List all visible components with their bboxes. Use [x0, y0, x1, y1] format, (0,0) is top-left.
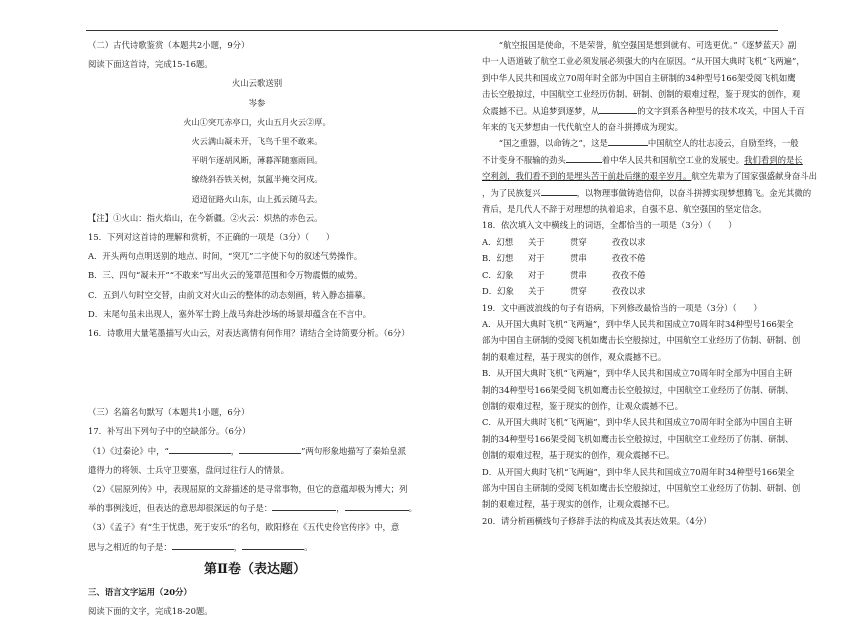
answer-blank[interactable] [172, 540, 234, 550]
q17-item-2: （2）《屈原列传》中，表现屈原的文辞描述的是寻常事物，但它的意蕴却极为博大；列 [88, 484, 408, 495]
q19-option-b: B．从开国大典时飞机“飞两遍”，到中华人民共和国成立70周年时全部为中国自主研 [482, 368, 793, 379]
question-16: 16．诗歌用大量笔墨描写火山云，对表达离情有何作用？请结合全诗简要分析。（6分） [88, 328, 410, 339]
q19-option-b: 创制的艰难过程，鉴于现实的创作，让观众震撼不已。 [482, 400, 683, 411]
section-intro-language: 阅读下面的文字，完成18-20题。 [88, 606, 213, 617]
poem-line: 平明乍逐胡风断，薄暮浑随塞雨回。 [191, 155, 323, 166]
q19-option-a: 部为中国自主研制的受阅飞机如鹰击长空般掠过，中国航空工业经历了仿制、研制、创 [482, 335, 801, 346]
question-15: 15．下列对这首诗的理解和赏析，不正确的一项是（3分）（ ） [88, 232, 335, 243]
passage-line: 到中华人民共和国成立70周年时全部为中国自主研制的34种型号166架受阅飞机如鹰 [482, 72, 796, 83]
fill-blank[interactable] [541, 186, 577, 196]
q19-option-b: 制的34种型号166架受阅飞机如鹰击长空般掠过，中国航空工业经历了仿制、研制、 [482, 384, 794, 395]
q19-option-d: 部为中国自主研制的受阅飞机如鹰击长空般掠过，中国航空工业经历了仿制、研制、创 [482, 482, 801, 493]
q15-option-a: A．开头两句点明送别的地点、时间，“突兀”二字使下句的叙述气势操作。 [88, 251, 363, 262]
section-intro: 阅读下面这首诗，完成15-16题。 [88, 59, 213, 70]
passage-line: 背后，是几代人不辞于对理想的执着追求，自强不息、航空强国的坚定信念。 [482, 204, 767, 215]
q15-option-c: C．五到八句时空交替，由前文对火山云的整体的动态刻画，转入静态描摹。 [88, 289, 371, 300]
q19-option-c: 创制的艰难过程，基于现实的创作，观众震撼不已。 [482, 450, 675, 461]
q18-option-a: A．幻想 关于 贯穿 孜孜以求 [482, 236, 646, 247]
part-2-title: 第Ⅱ卷（表达题） [204, 561, 306, 577]
q19-option-a: A．从开国大典时飞机“飞两遍”，到中华人民共和国成立70周年时34种型号166架全 [482, 318, 794, 329]
left-column [88, 36, 426, 621]
poem-title: 火山云歌送别 [231, 78, 283, 89]
question-19: 19．文中画波浪线的句子有语病，下列修改最恰当的一项是（3分）（ ） [482, 302, 762, 313]
q15-option-d: D．末尾句虽未出现人，塞外军士跨上战马奔赴沙场的场景却蕴含在不言中。 [88, 308, 372, 319]
passage-line: 中一人语道破了航空工业必须发展必须强大的内在原因。“从开国大典时飞机“飞两遍”， [482, 56, 805, 67]
answer-blank[interactable] [239, 444, 301, 454]
q19-option-c: C．从开国大典时飞机“飞两遍”，到中华人民共和国成立70周年时全部为中国自主研 [482, 417, 793, 428]
q18-option-b: B．幻想 对于 贯串 孜孜不倦 [482, 253, 646, 264]
section-heading-language: 三、语言文字运用（20分） [88, 586, 192, 597]
question-17: 17．补写出下列句子中的空缺部分。（6分） [88, 426, 251, 437]
question-18: 18．依次填入文中横线上的词语，全都恰当的一项是（3分）（ ） [482, 220, 737, 231]
q18-option-d: D．幻象 关于 贯穿 孜孜以求 [482, 286, 646, 297]
answer-blank[interactable] [169, 444, 231, 454]
fill-blank[interactable] [608, 136, 648, 146]
answer-blank[interactable] [242, 540, 304, 550]
underlined-sentence: 空利剑，我们看不到的是埋头苦干前赴后继的艰辛岁月。 [482, 171, 692, 182]
passage-line: 空利剑，我们看不到的是埋头苦干前赴后继的艰辛岁月。航空先辈为了国家强盛献身奋斗出 [482, 171, 817, 182]
poem-line: 迢迢征路火山东，山上孤云随马去。 [191, 193, 323, 204]
right-column [482, 37, 820, 529]
header-rule [86, 30, 778, 31]
passage-line: 不计变身不服输的劲头 着中华人民共和国航空工业的发展史。我们看到的是长 [482, 154, 803, 165]
section-heading-poetry: （二）古代诗歌鉴赏（本题共2小题，9分） [88, 40, 250, 50]
poem-note: 【注】①火山：指火焰山，在今新疆。②火云：炽热的赤色云。 [88, 212, 323, 223]
poem-line: 缭绕斜吞铁关树，氛氲半掩交河戍。 [191, 174, 323, 185]
q18-option-c: C．幻象 对于 贯串 孜孜不倦 [482, 269, 646, 280]
q17-item-1-cont: 遣得力的将领、士兵守卫要塞，盘问过往行人的情景。 [88, 464, 289, 475]
passage-line: ，为了民族复兴 ，以物理事做铸造信仰，以奋斗拼搏实现梦想腾飞。金光其微的 [482, 187, 812, 198]
poem-line: 火山①突兀赤亭口，火山五月火云②厚。 [183, 116, 331, 127]
q17-item-1: （1）《过秦论》中，“ ， ”两句形象地描写了秦始皇派 [88, 445, 406, 456]
passage-line: 击长空般掠过，中国航空工业经历仿制、研制、创制的艰难过程，鉴于现实的创作，观 [482, 89, 801, 100]
fill-blank[interactable] [599, 104, 637, 114]
poem-author: 岑参 [248, 97, 266, 108]
q17-item-3-cont: 思与之相近的句子是： ， 。 [88, 541, 313, 552]
passage-line: “国之重器，以命铸之”，这是 中国航空人的壮志凌云，自励至终，一般 [498, 138, 799, 149]
answer-blank[interactable] [345, 501, 409, 511]
q19-option-a: 制的艰难过程，基于现实的创作，观众震撼不已。 [482, 351, 667, 362]
answer-blank[interactable] [272, 501, 336, 511]
fill-blank[interactable] [566, 153, 602, 163]
question-20: 20．请分析画横线句子修辞手法的构成及其表达效果。（4分） [482, 515, 712, 526]
underlined-sentence: 我们看到的是长 [744, 154, 803, 165]
answer-space [88, 343, 426, 403]
passage-line: 众震撼不已。从追梦到逐梦，从 的文字到系各种型号的技术攻关，中国人千百 [482, 105, 805, 116]
section-heading-dictation: （三）名篇名句默写（本题共1小题，6分） [88, 407, 250, 418]
q19-option-c: 制的34种型号166架受阅飞机如鹰击长空般掠过，中国航空工业经历了仿制、研制、 [482, 433, 794, 444]
passage-line: “航空报国是使命，不是荣誉，航空强国是想到就有、可选更优。”《逐梦蓝天》副 [498, 40, 797, 50]
passage-line: 年来的飞天梦想由一代代航空人的奋斗拼搏成为现实。 [482, 122, 683, 133]
q17-item-3: （3）《孟子》有“生于忧患，死于安乐”的名句，欧阳修在《五代史伶官传序》中，意 [88, 522, 400, 533]
q19-option-d: 制的艰难过程，基于现实的创作，让观众震撼不已。 [482, 499, 675, 510]
q19-option-d: D．从开国大典时飞机“飞两遍”，到中华人民共和国成立70周年时34种型号166架全 [482, 466, 795, 477]
q15-option-b: B．三、四句“凝未开”“不敢来”写出火云的笼罩范围和令万物震慑的威势。 [88, 270, 363, 281]
poem-line: 火云满山凝未开，飞鸟千里不敢来。 [191, 136, 323, 147]
q17-item-2-cont: 举的事例浅近，但表达的意思却很深远的句子是： ， 。 [88, 503, 417, 514]
